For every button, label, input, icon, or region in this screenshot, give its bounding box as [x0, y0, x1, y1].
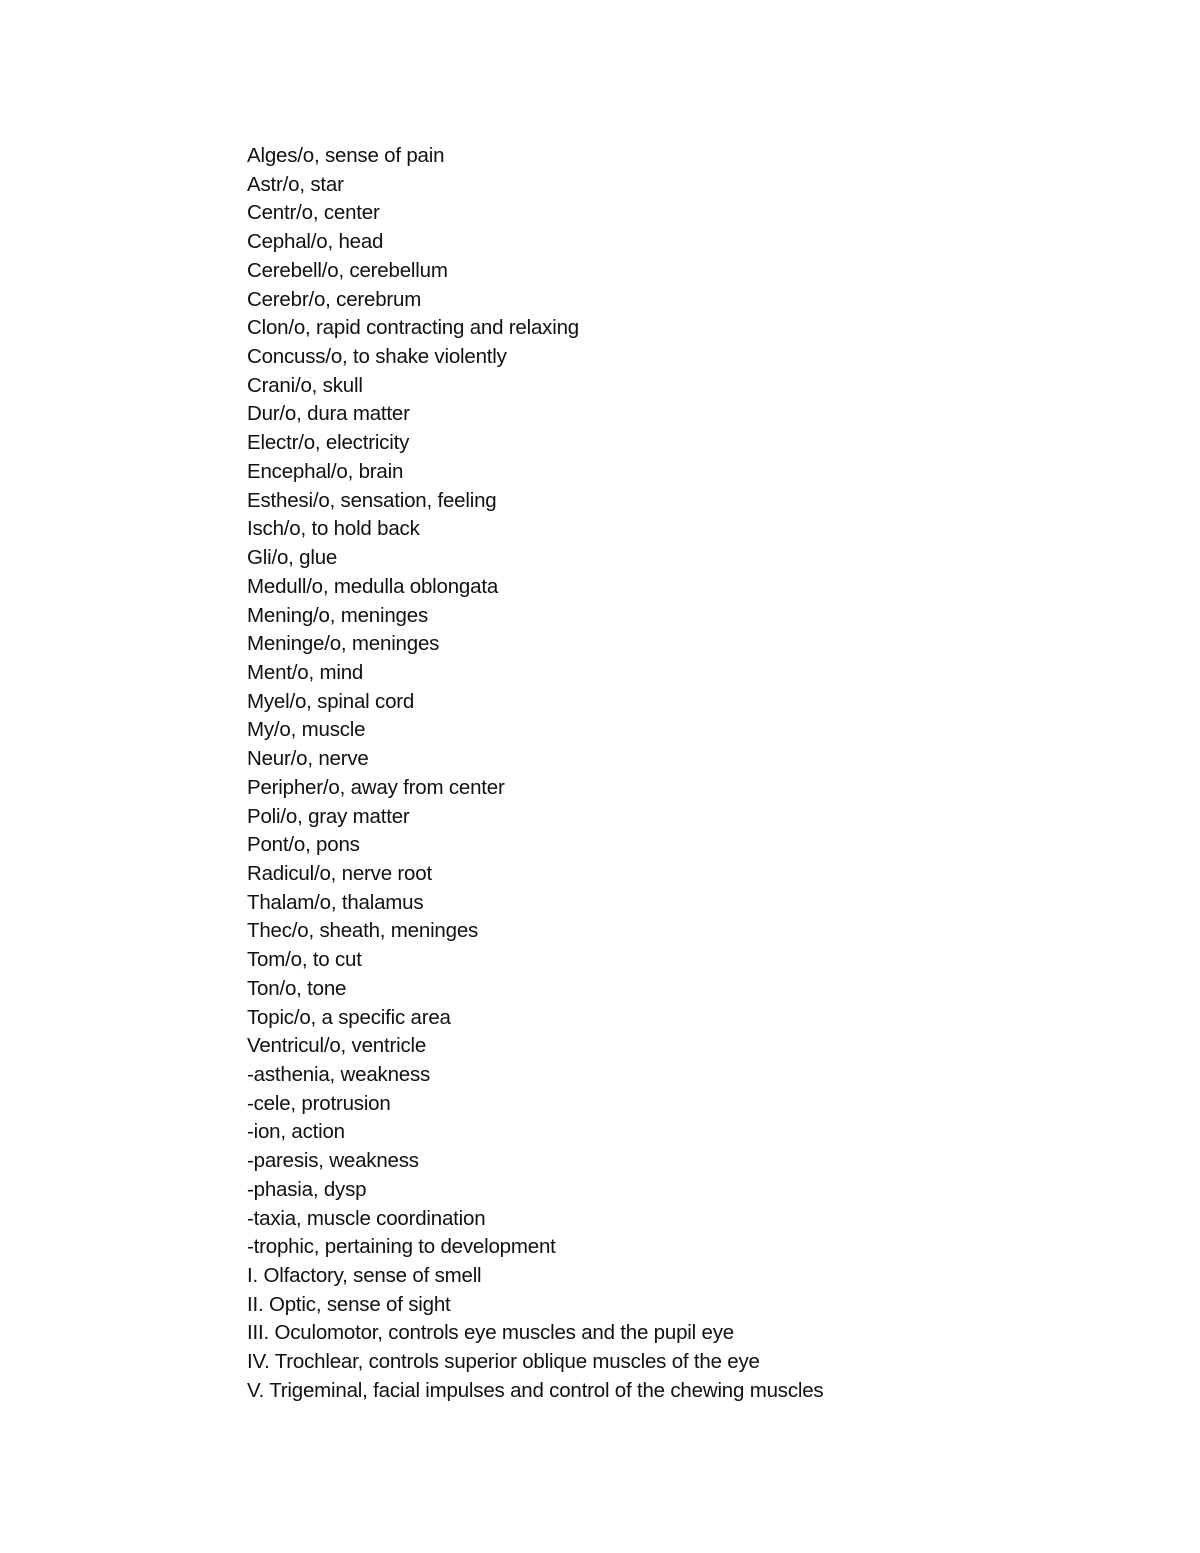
term-line: Ton/o, tone	[247, 976, 347, 1000]
term-line: Poli/o, gray matter	[247, 804, 410, 828]
term-line: -paresis, weakness	[247, 1149, 419, 1173]
term-line: Encephal/o, brain	[247, 459, 404, 483]
term-line: Electr/o, electricity	[247, 431, 410, 455]
term-line: -ion, action	[247, 1120, 345, 1144]
term-line: Thalam/o, thalamus	[247, 890, 424, 914]
term-line: Alges/o, sense of pain	[247, 144, 445, 167]
term-line: I. Olfactory, sense of smell	[247, 1264, 482, 1288]
term-line: Topic/o, a specific area	[247, 1005, 451, 1029]
term-line: III. Oculomotor, controls eye muscles and the pupil eye	[247, 1321, 734, 1345]
term-line: Isch/o, to hold back	[247, 517, 420, 541]
term-line: Ventricul/o, ventricle	[247, 1034, 427, 1058]
term-line: Cephal/o, head	[247, 230, 384, 254]
term-line: Ment/o, mind	[247, 660, 364, 684]
term-line: Crani/o, skull	[247, 373, 363, 397]
term-line: Cerebell/o, cerebellum	[247, 258, 448, 282]
term-line: Myel/o, spinal cord	[247, 689, 415, 713]
term-line: Pont/o, pons	[247, 833, 360, 857]
term-line: Centr/o, center	[247, 201, 380, 225]
term-line: -trophic, pertaining to development	[247, 1235, 556, 1259]
term-list	[247, 142, 823, 1406]
term-line: Clon/o, rapid contracting and relaxing	[247, 316, 579, 340]
term-line: Tom/o, to cut	[247, 948, 362, 972]
term-line: Dur/o, dura matter	[247, 402, 410, 426]
term-line: My/o, muscle	[247, 718, 366, 742]
term-line: Thec/o, sheath, meninges	[247, 919, 479, 943]
term-line: IV. Trochlear, controls superior oblique muscles of the eye	[247, 1350, 760, 1374]
term-line: Medull/o, medulla oblongata	[247, 574, 499, 598]
term-line: Radicul/o, nerve root	[247, 861, 432, 885]
term-line: Gli/o, glue	[247, 546, 338, 570]
term-line: Esthesi/o, sensation, feeling	[247, 488, 497, 512]
term-line: Neur/o, nerve	[247, 747, 369, 771]
term-line: Mening/o, meninges	[247, 603, 429, 627]
term-line: Meninge/o, meninges	[247, 632, 440, 656]
term-line: Peripher/o, away from center	[247, 775, 505, 799]
term-line: -cele, protrusion	[247, 1091, 391, 1115]
term-line: V. Trigeminal, facial impulses and control of the chewing muscles	[247, 1378, 824, 1402]
term-line: Concuss/o, to shake violently	[247, 345, 507, 369]
term-line: Cerebr/o, cerebrum	[247, 287, 422, 311]
term-line: -taxia, muscle coordination	[247, 1206, 486, 1230]
term-line: II. Optic, sense of sight	[247, 1292, 451, 1316]
term-line: -phasia, dysp	[247, 1177, 367, 1201]
term-line: Astr/o, star	[247, 172, 344, 196]
term-line: -asthenia, weakness	[247, 1063, 431, 1086]
